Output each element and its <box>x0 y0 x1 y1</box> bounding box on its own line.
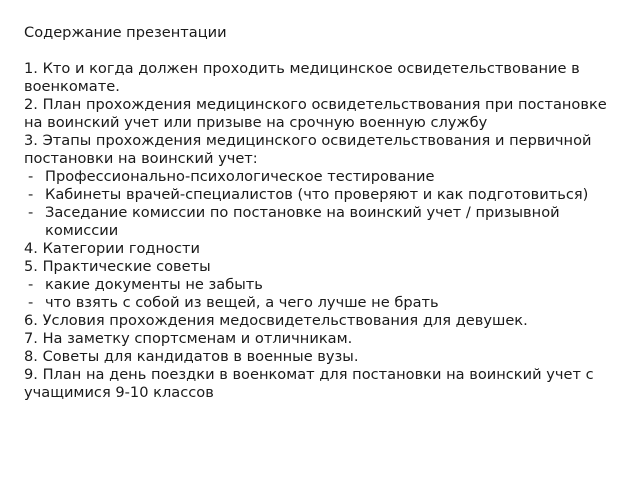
list-item-9: 9. План на день поездки в военкомат для постановки на воинский учет с учащимися 9-10 классов <box>24 366 594 401</box>
list-item-3: 3. Этапы прохождения медицинского освидетельствования и первичной постановки на воинский учет: <box>24 132 592 167</box>
list-item-8: 8. Советы для кандидатов в военные вузы. <box>24 348 359 365</box>
list-item-4: 4. Категории годности <box>24 240 200 257</box>
list-item-5-bullet-2: - что взять с собой из вещей, а чего лучше не брать <box>24 294 624 312</box>
document-title: Содержание презентации <box>24 24 227 41</box>
list-item-2: 2. План прохождения медицинского освидетельствования при постановке на воинский учет или призыве на срочную военную службу <box>24 96 607 131</box>
document-page <box>24 24 624 402</box>
list-item-3-bullet-1: - Профессионально-психологическое тестирование <box>24 168 624 186</box>
list-item-5: 5. Практические советы <box>24 258 211 275</box>
list-item-5-bullet-1: - какие документы не забыть <box>24 276 624 294</box>
list-item-3-bullet-3: - Заседание комиссии по постановке на воинский учет / призывной комиссии <box>24 204 624 240</box>
list-item-6: 6. Условия прохождения медосвидетельствования для девушек. <box>24 312 528 329</box>
list-item-1: 1. Кто и когда должен проходить медицинское освидетельствование в военкомате. <box>24 60 580 95</box>
list-item-3-bullet-2: - Кабинеты врачей-специалистов (что проверяют и как подготовиться) <box>24 186 624 204</box>
list-item-7: 7. На заметку спортсменам и отличникам. <box>24 330 353 347</box>
